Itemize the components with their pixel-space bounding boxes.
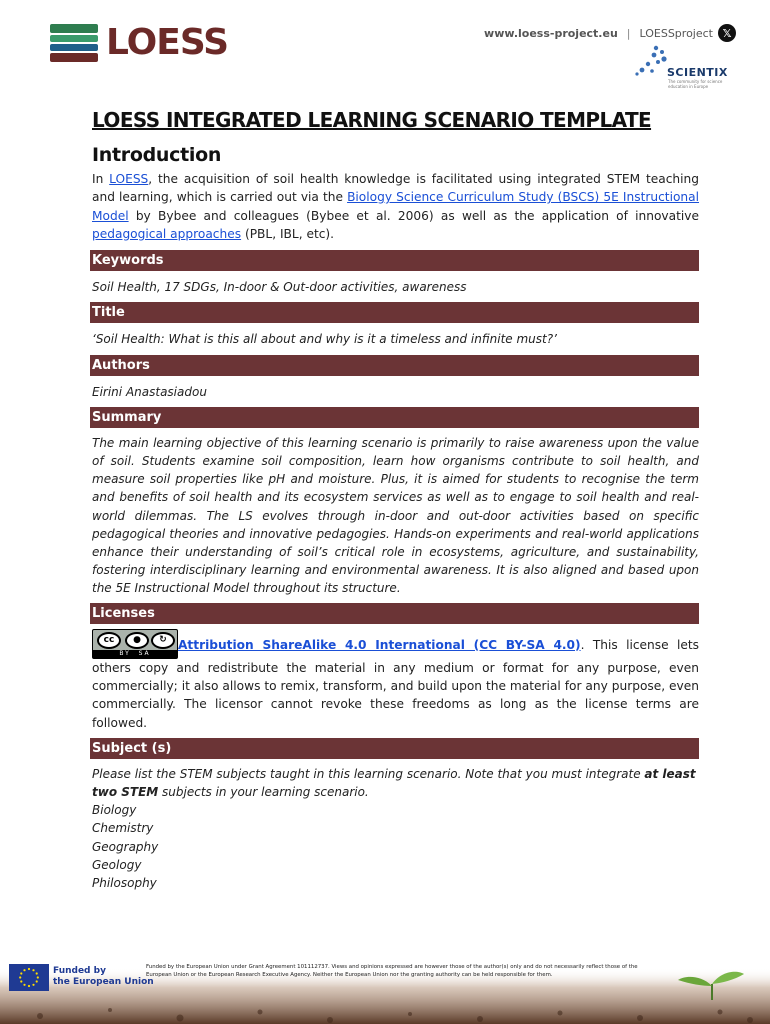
subject-item: Chemistry: [92, 821, 154, 836]
cc-badge-sa: SA: [138, 649, 151, 657]
loess-logo-mark-icon: [50, 24, 98, 62]
page-header: [0, 0, 770, 100]
license-link[interactable]: Attribution ShareAlike 4.0 International (CC BY-SA 4.0): [178, 637, 581, 652]
intro-text-2: , the acquisition of soil health knowledge is facilitated using integrated STEM teaching and learning, which is carried out via the: [92, 172, 699, 205]
scientix-logo: [634, 44, 734, 92]
eu-funding-label: [53, 966, 154, 988]
header-links: [484, 24, 736, 42]
summary-section-header: [90, 407, 699, 428]
introduction-heading: Introduction: [92, 144, 222, 166]
subject-item: Geology: [92, 857, 142, 872]
cc-badge-caption: [93, 650, 177, 658]
website-link[interactable]: www.loess-project.eu: [484, 26, 618, 40]
loess-link[interactable]: LOESS: [109, 172, 149, 186]
eu-flag-icon: [9, 964, 49, 991]
subject-item: Geography: [92, 839, 159, 854]
authors-section-header: [90, 355, 699, 376]
scientix-text: SCIENTIX: [667, 66, 728, 79]
license-paragraph: [92, 629, 699, 732]
bscs-5e-model-link[interactable]: Biology Science Curriculum Study (BSCS) 5E Instructional Model: [92, 190, 699, 223]
subject-item: Biology: [92, 803, 137, 818]
loess-logo[interactable]: [50, 22, 228, 63]
instruction-emphasis: at least two STEM: [92, 766, 696, 800]
scientix-tagline: The community for science education in Europe: [668, 79, 723, 89]
document-body: [92, 108, 699, 892]
intro-text-1: In: [92, 172, 110, 186]
authors-text: Eirini Anastasiadou: [92, 384, 207, 399]
subjects-section-header: [90, 738, 699, 759]
intro-text-3: by Bybee and colleagues (Bybee et al. 2006) as well as the application of innovative: [128, 208, 699, 223]
intro-text-4: (PBL, IBL, etc).: [241, 226, 335, 241]
header-separator: |: [626, 26, 631, 40]
funding-disclaimer: Funded by the European Union under Grant Agreement 101112737. Views and opinions expressed are however those of the author(s) only and do not necessarily reflect those of the European Union or the European Research Executive Agency. Neither the European Union nor the granting authority can be held responsible for them.: [146, 964, 638, 978]
authors-label: Authors: [92, 357, 150, 373]
keywords-text: Soil Health, 17 SDGs, In-door & Out-door activities, awareness: [92, 280, 467, 295]
title-text: ‘Soil Health: What is this all about and why is it a timeless and infinite must?’: [92, 332, 557, 347]
title-label: Title: [92, 305, 125, 321]
x-logo-icon[interactable]: 𝕏: [718, 24, 736, 42]
subjects-list: [92, 801, 699, 892]
social-handle-link[interactable]: LOESSproject: [639, 26, 713, 40]
title-section-header: [90, 302, 699, 323]
subjects-label: Subject (s): [92, 740, 172, 756]
keywords-section-header: [90, 250, 699, 271]
attribution-person-icon: ●: [125, 632, 149, 649]
page-footer: [0, 950, 770, 1024]
instruction-text-1: Please list the STEM subjects taught in this learning scenario. Note that you must integrate: [92, 766, 645, 781]
keywords-label: Keywords: [92, 253, 164, 269]
document-title: LOESS INTEGRATED LEARNING SCENARIO TEMPLATE: [92, 108, 652, 132]
instruction-text-2: subjects in your learning scenario.: [158, 785, 369, 800]
subjects-instruction: [92, 765, 699, 801]
cc-badge-by: BY: [119, 649, 131, 657]
introduction-paragraph: [92, 170, 699, 243]
share-alike-icon: ↻: [151, 632, 175, 649]
licenses-section-header: [90, 603, 699, 624]
logo-text: LOESS: [106, 22, 229, 63]
pedagogical-approaches-link[interactable]: pedagogical approaches: [92, 226, 242, 241]
summary-label: Summary: [92, 409, 162, 425]
eu-funding-line-1: Funded by: [53, 966, 106, 976]
eu-funding-line-2: the European Union: [53, 977, 154, 987]
cc-by-sa-license-icon[interactable]: [92, 629, 178, 659]
subject-item: Philosophy: [92, 876, 157, 891]
summary-text: The main learning objective of this learning scenario is primarily to raise awareness upon the value of soil. Students examine soil composition, learn how organisms contribute to soil health, and measure soil properties like pH and moisture. Plus, it is aimed for students to recognise the term and benefits of soil health and its ecosystem services as well as to engage to soil health and real-world dilemmas. The LS evolves through in-door and out-door activities based on specific pedagogical theories and innovative pedagogies. Hands-on experiments and real-world applications enhance their understanding of soil’s critical role in ecosystems, agriculture, and sustainability, fostering interdisciplinary learning and environmental awareness. It is also aligned and based upon the 5E Instructional Model throughout its structure.: [92, 435, 699, 596]
cc-icon: cc: [97, 632, 121, 649]
license-description: . This license lets others copy and redistribute the material in any medium or format for any purpose, even commercially; it also allows to remix, transform, and build upon the material for any purpose, even commercially. The licensor cannot revoke these freedoms as long as the license terms are followed.: [92, 637, 699, 730]
licenses-label: Licenses: [92, 605, 155, 621]
